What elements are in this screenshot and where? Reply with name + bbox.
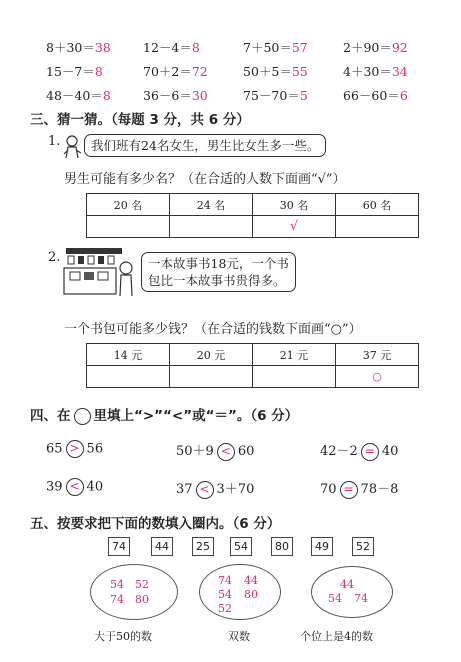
equation-expression: 66－60＝ xyxy=(343,88,400,103)
q2-question: 一个书包可能多少钱？（在合适的钱数下面画“○”） xyxy=(64,322,362,337)
comparison-4 xyxy=(46,478,103,496)
q2-header-1: 14 元 xyxy=(87,344,170,366)
comparison-right: 56 xyxy=(86,441,104,457)
circle2-number: 80 xyxy=(244,588,258,601)
q1-speech-bubble: 我们班有24名女生，男生比女生多一些。 xyxy=(84,134,326,157)
q2-bubble-line-2: 包比一本故事书贵得多。 xyxy=(148,273,286,288)
circle3-number: 74 xyxy=(354,592,368,605)
q1-answer-cell-2[interactable] xyxy=(170,216,253,238)
equation-expression: 8＋30＝ xyxy=(46,40,95,55)
q1-table xyxy=(86,193,419,238)
equation-answer[interactable]: 92 xyxy=(391,40,408,55)
equation-expression: 12－4＝ xyxy=(143,40,192,55)
q2-header-2: 20 元 xyxy=(170,344,253,366)
equation-answer[interactable]: 8 xyxy=(94,64,103,79)
comparison-5 xyxy=(176,478,254,499)
equation-12 xyxy=(343,86,408,104)
circle2-number: 74 xyxy=(218,574,232,587)
section4-title-post: 里填上“>”“<”或“＝”。（6 分） xyxy=(93,408,299,424)
q1-answer-cell-4[interactable] xyxy=(336,216,419,238)
comparison-operator-circle[interactable]: < xyxy=(66,478,84,496)
circle2-number: 52 xyxy=(218,602,232,615)
circle3-label: 个位上是4的数 xyxy=(300,630,373,643)
equation-answer[interactable]: 6 xyxy=(399,88,408,103)
comparison-2 xyxy=(176,440,254,461)
q1-header-4: 60 名 xyxy=(336,194,419,216)
section5-title: 五、按要求把下面的数填入圈内。（6 分） xyxy=(30,516,281,532)
comparison-left: 37 xyxy=(176,482,193,497)
comparison-left: 50＋9 xyxy=(176,444,214,459)
q2-answer-cell-3[interactable] xyxy=(253,366,336,388)
q2-bubble-line-1: 一本故事书18元，一个书 xyxy=(148,256,289,271)
circle1-label: 大于50的数 xyxy=(94,630,152,643)
equation-answer[interactable]: 34 xyxy=(391,64,408,79)
equation-expression: 2＋90＝ xyxy=(343,40,392,55)
number-box: 25 xyxy=(192,537,214,556)
comparison-right: 60 xyxy=(237,444,255,459)
comparison-3 xyxy=(320,440,398,461)
shop-illustration xyxy=(62,244,140,300)
comparison-operator-circle[interactable]: > xyxy=(66,440,84,458)
comparison-right: 40 xyxy=(86,479,104,495)
circle-even-numbers[interactable] xyxy=(199,564,281,620)
equation-answer[interactable]: 55 xyxy=(291,64,308,79)
equation-1 xyxy=(46,38,111,56)
comparison-operator-circle[interactable]: = xyxy=(340,481,358,499)
q2-speech-bubble xyxy=(141,252,296,292)
blank-circle-icon xyxy=(74,408,91,425)
number-box: 49 xyxy=(311,537,333,556)
equation-6 xyxy=(143,62,208,80)
q1-header-3: 30 名 xyxy=(253,194,336,216)
equation-4 xyxy=(343,38,408,56)
q2-answer-cell-1[interactable] xyxy=(87,366,170,388)
circle-ones-digit-4[interactable] xyxy=(311,566,393,618)
section3-title: 三、猜一猜。（每题 3 分，共 6 分） xyxy=(30,112,250,128)
equation-answer[interactable]: 5 xyxy=(299,88,308,103)
q2-header-4: 37 元 xyxy=(336,344,419,366)
equation-7 xyxy=(243,62,308,80)
q2-number: 2. xyxy=(48,250,61,265)
child-icon xyxy=(62,134,84,160)
number-box: 52 xyxy=(352,537,374,556)
comparison-right: 40 xyxy=(381,444,399,459)
circle1-number: 74 xyxy=(110,593,124,606)
comparison-6 xyxy=(320,478,398,499)
equation-2 xyxy=(143,38,200,56)
q2-answer-cell-4[interactable]: ○ xyxy=(336,366,419,388)
equation-answer[interactable]: 8 xyxy=(191,40,200,55)
section4-title xyxy=(30,404,298,425)
equation-expression: 48－40＝ xyxy=(46,88,103,103)
comparison-right: 3＋70 xyxy=(216,482,255,497)
equation-expression: 70＋2＝ xyxy=(143,64,192,79)
comparison-1 xyxy=(46,440,103,458)
number-box: 74 xyxy=(108,537,130,556)
equation-answer[interactable]: 57 xyxy=(291,40,308,55)
number-box: 80 xyxy=(271,537,293,556)
circle2-label: 双数 xyxy=(228,630,250,643)
q1-number: 1. xyxy=(48,134,61,149)
comparison-left: 39 xyxy=(46,479,63,495)
circle3-number: 54 xyxy=(328,592,342,605)
comparison-left: 70 xyxy=(320,482,337,497)
equation-expression: 50＋5＝ xyxy=(243,64,292,79)
number-box: 44 xyxy=(151,537,173,556)
circle3-number: 44 xyxy=(340,578,354,591)
comparison-operator-circle[interactable]: < xyxy=(217,443,235,461)
q1-answer-cell-1[interactable] xyxy=(87,216,170,238)
equation-10 xyxy=(143,86,208,104)
equation-9 xyxy=(46,86,111,104)
q1-header-2: 24 名 xyxy=(170,194,253,216)
section4-title-pre: 四、在 xyxy=(30,408,71,424)
equation-8 xyxy=(343,62,408,80)
circle2-number: 44 xyxy=(244,574,258,587)
equation-3 xyxy=(243,38,308,56)
circle1-number: 54 xyxy=(110,578,124,591)
circle-greater-than-50[interactable] xyxy=(90,564,178,620)
circle1-number: 80 xyxy=(135,593,149,606)
equation-answer[interactable]: 8 xyxy=(102,88,111,103)
q1-answer-cell-3[interactable]: √ xyxy=(253,216,336,238)
comparison-operator-circle[interactable]: = xyxy=(361,443,379,461)
equation-answer[interactable]: 38 xyxy=(94,40,111,55)
equation-expression: 7＋50＝ xyxy=(243,40,292,55)
equation-5 xyxy=(46,62,103,80)
q1-header-1: 20 名 xyxy=(87,194,170,216)
circle2-number: 54 xyxy=(218,588,232,601)
comparison-left: 42－2 xyxy=(320,444,358,459)
equation-answer[interactable]: 30 xyxy=(191,88,208,103)
equation-expression: 4＋30＝ xyxy=(343,64,392,79)
equation-answer[interactable]: 72 xyxy=(191,64,208,79)
comparison-left: 65 xyxy=(46,441,63,457)
comparison-operator-circle[interactable]: < xyxy=(196,481,214,499)
equation-expression: 15－7＝ xyxy=(46,64,95,79)
q1-question: 男生可能有多少名？（在合适的人数下面画“√”） xyxy=(64,172,346,187)
equation-expression: 75－70＝ xyxy=(243,88,300,103)
equation-expression: 36－6＝ xyxy=(143,88,192,103)
q2-answer-cell-2[interactable] xyxy=(170,366,253,388)
number-box: 54 xyxy=(230,537,252,556)
comparison-right: 78－8 xyxy=(360,482,399,497)
equation-11 xyxy=(243,86,308,104)
q2-table xyxy=(86,343,419,388)
q2-header-3: 21 元 xyxy=(253,344,336,366)
circle1-number: 52 xyxy=(135,578,149,591)
